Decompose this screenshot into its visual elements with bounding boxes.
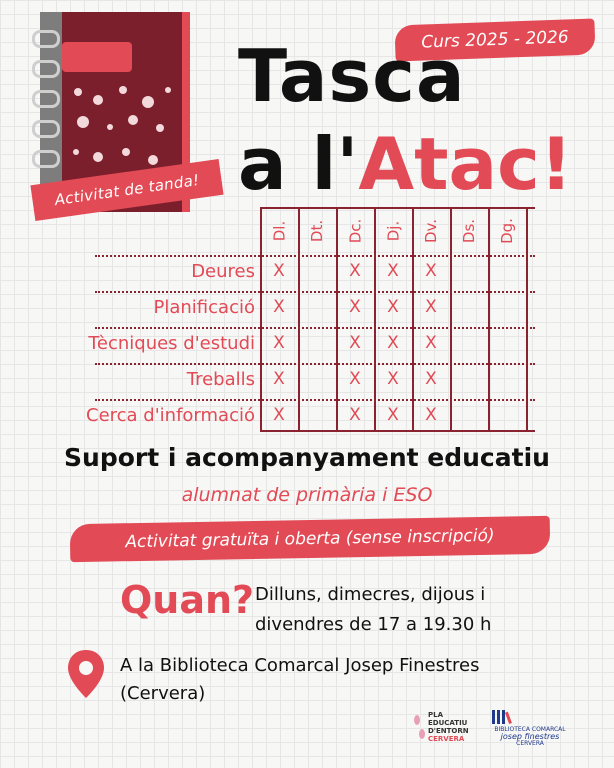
schedule-mark: X bbox=[425, 261, 437, 281]
schedule-mark: X bbox=[273, 405, 285, 425]
schedule-mark: X bbox=[349, 333, 361, 353]
schedule-mark: X bbox=[349, 405, 361, 425]
biblioteca-logo bbox=[490, 708, 570, 748]
schedule-mark: X bbox=[387, 369, 399, 389]
day-header: Ds. bbox=[459, 218, 478, 244]
schedule-mark: X bbox=[425, 369, 437, 389]
grid-line bbox=[260, 207, 535, 209]
logo-text: EDUCATIU bbox=[428, 719, 468, 727]
pla-educatiu-logo bbox=[412, 708, 492, 748]
schedule-row-label: Tècniques d'estudi bbox=[88, 333, 255, 354]
schedule-mark: X bbox=[349, 369, 361, 389]
logo-text: D'ENTORN bbox=[428, 727, 469, 735]
poster-title-line2 bbox=[238, 122, 573, 206]
title-accent: Atac! bbox=[358, 122, 573, 206]
day-header: Dc. bbox=[345, 218, 364, 244]
title-prefix: a l' bbox=[238, 122, 359, 206]
schedule-row-label: Cerca d'informació bbox=[86, 405, 255, 426]
schedule-mark: X bbox=[273, 333, 285, 353]
day-header: Dj. bbox=[384, 220, 402, 242]
schedule-mark: X bbox=[387, 261, 399, 281]
course-year-badge: Curs 2025 - 2026 bbox=[394, 19, 595, 62]
grid-line bbox=[95, 363, 535, 365]
schedule-mark: X bbox=[387, 297, 399, 317]
schedule-mark: X bbox=[273, 297, 285, 317]
schedule-mark: X bbox=[273, 369, 285, 389]
when-label: Quan? bbox=[120, 578, 255, 622]
schedule-row-label: Deures bbox=[191, 261, 255, 282]
schedule-mark: X bbox=[387, 405, 399, 425]
day-header: Dt. bbox=[307, 219, 326, 243]
schedule-mark: X bbox=[425, 405, 437, 425]
poster-subtitle: Suport i acompanyament educatiu bbox=[64, 443, 550, 472]
day-header: Dv. bbox=[422, 218, 440, 244]
schedule-mark: X bbox=[387, 333, 399, 353]
footprints-icon bbox=[412, 712, 426, 742]
schedule-mark: X bbox=[425, 297, 437, 317]
books-icon bbox=[490, 708, 520, 726]
grid-line bbox=[95, 291, 535, 293]
logo-text: PLA bbox=[428, 711, 444, 719]
weekly-schedule-grid bbox=[20, 207, 610, 432]
logo-text: josep finestres bbox=[500, 732, 560, 741]
free-activity-banner: Activitat gratuïta i oberta (sense inscripció) bbox=[70, 516, 551, 562]
grid-line bbox=[95, 327, 535, 329]
schedule-row-label: Treballs bbox=[186, 369, 255, 390]
audience-text: alumnat de primària i ESO bbox=[181, 484, 433, 506]
poster-title-line1: Tasca bbox=[238, 34, 466, 118]
location-text: A la Biblioteca Comarcal Josep Finestres (Cervera) bbox=[120, 655, 480, 704]
logo-text: CERVERA bbox=[516, 740, 544, 747]
when-text: Dilluns, dimecres, dijous i divendres de 17 a 19.30 h bbox=[255, 584, 492, 635]
schedule-mark: X bbox=[425, 333, 437, 353]
logo-text: CERVERA bbox=[428, 735, 465, 743]
day-header: Dl. bbox=[270, 220, 288, 242]
activity-ribbon: Activitat de tanda! bbox=[30, 159, 223, 221]
grid-line bbox=[95, 399, 535, 401]
logo-text: BIBLIOTECA COMARCAL bbox=[494, 726, 566, 733]
day-header: Dg. bbox=[498, 218, 516, 244]
grid-line bbox=[95, 255, 535, 257]
schedule-mark: X bbox=[273, 261, 285, 281]
schedule-row-label: Planificació bbox=[153, 297, 255, 318]
location-pin-icon bbox=[66, 648, 106, 700]
schedule-mark: X bbox=[349, 261, 361, 281]
grid-line bbox=[260, 430, 535, 432]
schedule-mark: X bbox=[349, 297, 361, 317]
